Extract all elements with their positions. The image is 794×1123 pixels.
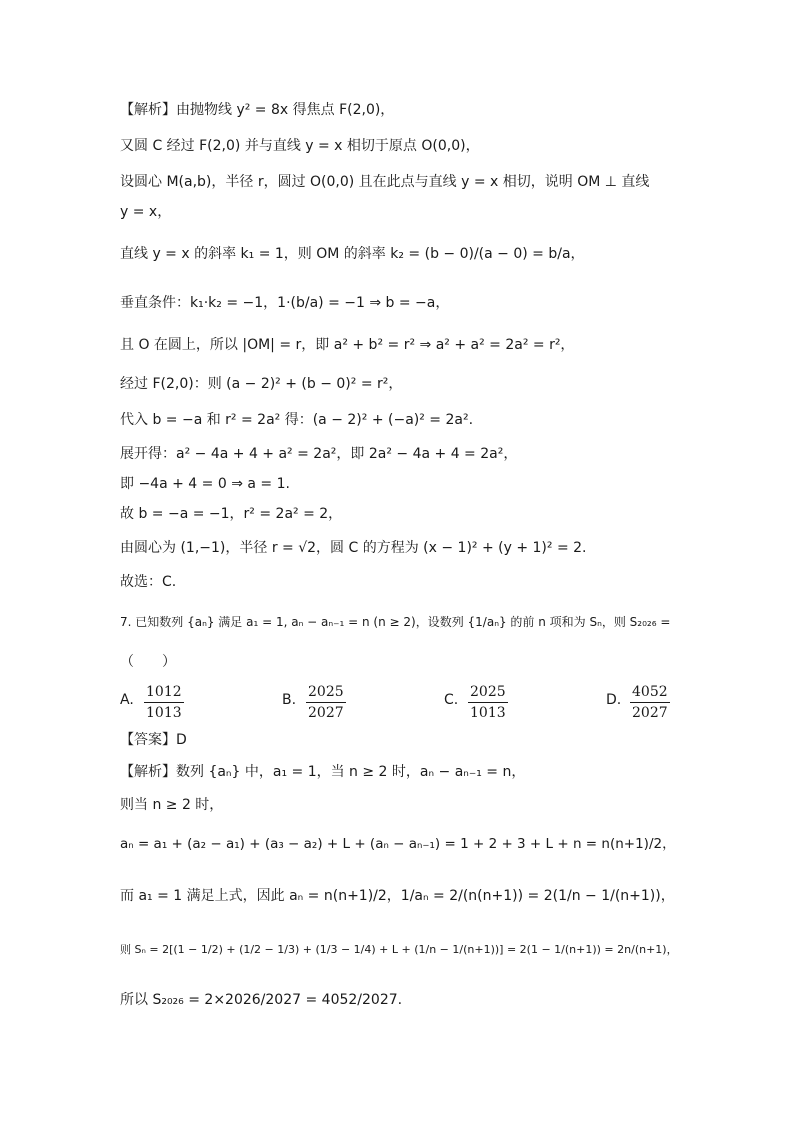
option-a-denominator: 1013 [146, 705, 182, 721]
option-a-label: A. [120, 692, 134, 708]
question-7-stem: 7. 已知数列 {aₙ} 满足 a₁ = 1, aₙ − aₙ₋₁ = n (n ≥ 2)，设数列 {1/aₙ} 的前 n 项和为 Sₙ，则 S₂₀₂₆ = [120, 615, 671, 629]
analysis-line-6: 垂直条件：k₁·k₂ = −1，1·(b/a) = −1 ⇒ b = −a， [120, 295, 450, 311]
analysis-line-3: 设圆心 M(a,b)，半径 r，圆过 O(0,0) 且在此点与直线 y = x 相切，说明 OM ⊥ 直线 [120, 174, 650, 190]
analysis-line-11: 即 −4a + 4 = 0 ⇒ a = 1. [120, 476, 290, 492]
option-c-fraction [468, 682, 508, 723]
option-c-label: C. [444, 692, 459, 708]
option-c-numerator: 2025 [468, 682, 508, 703]
option-a [120, 684, 182, 721]
option-b-denominator: 2027 [308, 705, 344, 721]
question-7-blank: （ ） [120, 654, 176, 670]
option-a-fraction [144, 682, 184, 723]
analysis-line-2: 又圆 C 经过 F(2,0) 并与直线 y = x 相切于原点 O(0,0)， [120, 138, 480, 154]
analysis2-line-2: 则当 n ≥ 2 时， [120, 797, 224, 813]
analysis-line-10: 展开得：a² − 4a + 4 + a² = 2a²，即 2a² − 4a + 4 = 2a²， [120, 446, 518, 462]
option-a-numerator: 1012 [144, 682, 184, 703]
analysis2-line-4: 而 a₁ = 1 满足上式，因此 aₙ = n(n+1)/2，1/aₙ = 2/(n(n+1)) = 2(1/n − 1/(n+1))， [120, 888, 675, 904]
answer-line: 【答案】D [120, 732, 187, 748]
analysis-line-9: 代入 b = −a 和 r² = 2a² 得：(a − 2)² + (−a)² = 2a². [120, 412, 474, 428]
option-c [444, 684, 506, 721]
analysis2-line-6: 所以 S₂₀₂₆ = 2×2026/2027 = 4052/2027. [120, 992, 403, 1008]
analysis-line-4: y = x， [120, 204, 172, 220]
option-b-label: B. [282, 692, 297, 708]
option-d-label: D. [606, 692, 622, 708]
option-b-fraction [306, 682, 346, 723]
option-b [282, 684, 344, 721]
analysis-line-5: 直线 y = x 的斜率 k₁ = 1，则 OM 的斜率 k₂ = (b − 0)/(a − 0) = b/a， [120, 246, 585, 262]
option-c-denominator: 1013 [470, 705, 506, 721]
analysis-line-1: 【解析】由抛物线 y² = 8x 得焦点 F(2,0)， [120, 102, 395, 118]
option-d [606, 684, 668, 721]
option-d-denominator: 2027 [632, 705, 668, 721]
option-b-numerator: 2025 [306, 682, 346, 703]
analysis2-line-5: 则 Sₙ = 2[(1 − 1/2) + (1/2 − 1/3) + (1/3 − 1/4) + L + (1/n − 1/(n+1))] = 2(1 − 1/(n+1)) = 2n/(n+1)， [120, 943, 678, 956]
option-d-fraction [630, 682, 670, 723]
analysis2-line-1: 【解析】数列 {aₙ} 中，a₁ = 1，当 n ≥ 2 时，aₙ − aₙ₋₁ = n， [120, 764, 526, 780]
analysis-line-13: 由圆心为 (1,−1)，半径 r = √2，圆 C 的方程为 (x − 1)² + (y + 1)² = 2. [120, 540, 587, 556]
analysis-line-7: 且 O 在圆上，所以 |OM| = r，即 a² + b² = r² ⇒ a² + a² = 2a² = r²， [120, 337, 575, 353]
analysis2-line-3: aₙ = a₁ + (a₂ − a₁) + (a₃ − a₂) + L + (aₙ − aₙ₋₁) = 1 + 2 + 3 + L + n = n(n+1)/2， [120, 836, 676, 852]
analysis-line-14: 故选：C. [120, 574, 177, 590]
option-d-numerator: 4052 [630, 682, 670, 703]
analysis-line-8: 经过 F(2,0)：则 (a − 2)² + (b − 0)² = r²， [120, 376, 403, 392]
analysis-line-12: 故 b = −a = −1，r² = 2a² = 2， [120, 506, 343, 522]
